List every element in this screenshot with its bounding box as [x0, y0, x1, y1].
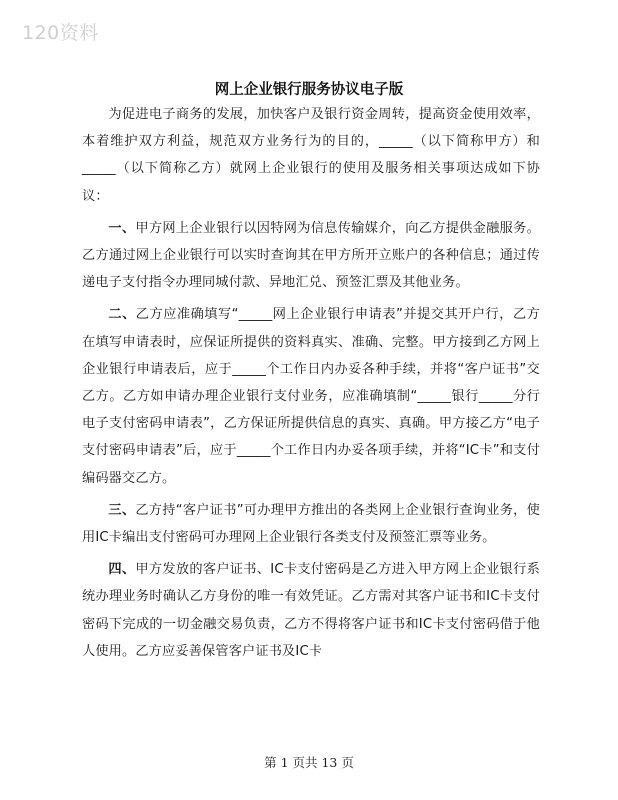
paragraph-clause-4 — [82, 556, 540, 665]
paragraph-text: 为促进电子商务的发展，加快客户及银行资金周转，提高资金使用效率，本着维护双方利益，规范双方业务行为的目的，_____（以下简称甲方）和_____（以下简称乙方）就网上企业银行的使用及服务相关事项达成如下协议： — [82, 107, 540, 204]
paragraph-lead: 四、 — [108, 562, 136, 578]
watermark: 120资料 — [22, 22, 99, 44]
paragraph-text: 甲方发放的客户证书、IC卡支付密码是乙方进入甲方网上企业银行系统办理业务时确认乙方身份的唯一有效凭证。乙方需对其客户证书和IC卡支付密码下完成的一切金融交易负责，乙方不得将客户证书和IC卡支付密码借于他人使用。乙方应妥善保管客户证书及IC卡 — [82, 562, 540, 659]
paragraph-text: 甲方网上企业银行以因特网为信息传输媒介，向乙方提供金融服务。乙方通过网上企业银行可以实时查询其在甲方所开立账户的各种信息；通过传递电子支付指令办理同城付款、异地汇兑、预签汇票及其他业务。 — [82, 220, 540, 291]
paragraph-clause-2 — [82, 301, 540, 491]
paragraph-lead: 一、 — [108, 220, 136, 236]
paragraph-intro — [82, 101, 540, 210]
paragraph-lead: 二、 — [108, 307, 136, 323]
paragraph-lead: 三、 — [108, 502, 136, 518]
paragraph-text: 乙方持“客户证书”可办理甲方推出的各类网上企业银行查询业务，使用IC卡编出支付密码可办理网上企业银行各类支付及预签汇票等业务。 — [82, 502, 540, 546]
document-body — [82, 101, 540, 665]
paragraph-clause-1 — [82, 215, 540, 297]
document-title: 网上企业银行服务协议电子版 — [214, 82, 404, 98]
paragraph-text: 乙方应准确填写“_____网上企业银行申请表”并提交其开户行，乙方在填写申请表时，应保证所提供的资料真实、准确、完整。甲方接到乙方网上企业银行申请表后，应于_____个工作日内办妥各种手续，并将“客户证书”交乙方。乙方如申请办理企业银行支付业务，应准确填制“_____银行_____分行电子支付密码申请表”，乙方保证所提供信息的真实、真确。甲方接乙方“电子支付密码申请表”后，应于_____个工作日内办妥各项手续，并将“IC卡”和支付编码器交乙方。 — [82, 307, 540, 486]
paragraph-clause-3 — [82, 497, 540, 551]
page-footer: 第 1 页共 13 页 — [264, 755, 354, 770]
